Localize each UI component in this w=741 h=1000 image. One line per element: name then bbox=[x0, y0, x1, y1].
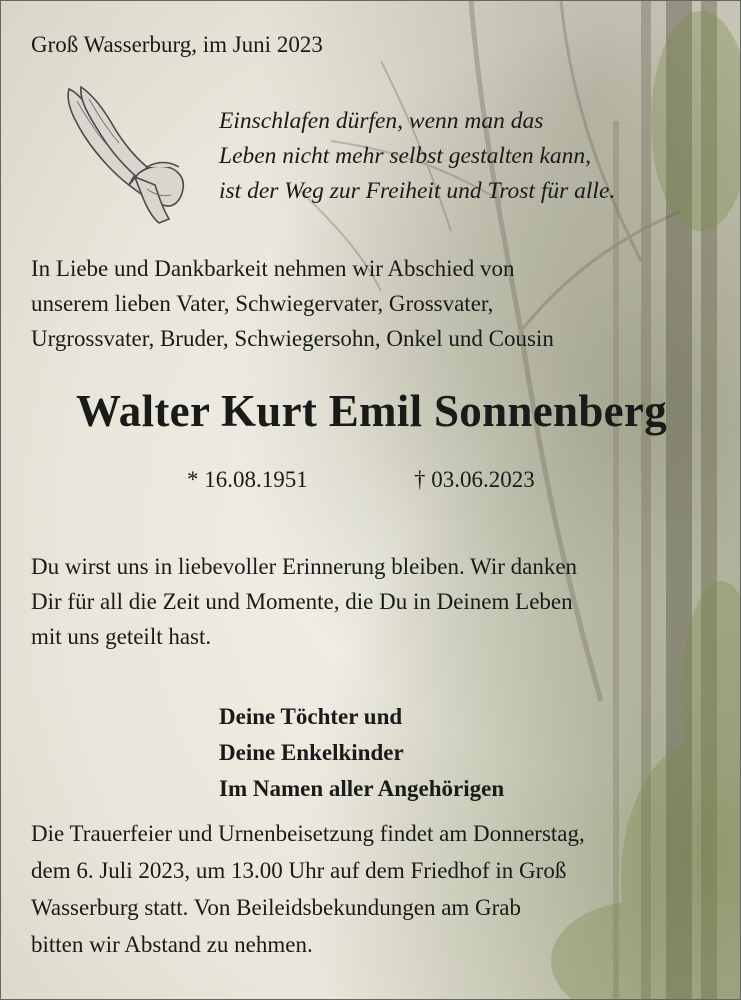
quote-line: Leben nicht mehr selbst gestalten kann, bbox=[219, 143, 592, 169]
memorial-quote bbox=[219, 104, 615, 209]
funeral-line: Die Trauerfeier und Urnenbeisetzung findet am Donnerstag, bbox=[31, 821, 585, 846]
funeral-line: bitten wir Abstand zu nehmen. bbox=[31, 932, 313, 957]
signature-block bbox=[219, 699, 504, 807]
place-date: Groß Wasserburg, im Juni 2023 bbox=[31, 32, 323, 57]
funeral-line: Wasserburg statt. Von Beileidsbekundungen am Grab bbox=[31, 895, 522, 920]
signature-line: Deine Enkelkinder bbox=[219, 740, 404, 765]
death-date: † 03.06.2023 bbox=[414, 467, 535, 492]
signature-line: Deine Töchter und bbox=[219, 704, 403, 729]
quote-line: ist der Weg zur Freiheit und Trost für alle. bbox=[219, 178, 616, 204]
message-line: mit uns geteilt hast. bbox=[31, 624, 212, 649]
message-line: Dir für all die Zeit und Momente, die Du in Deinem Leben bbox=[31, 589, 573, 614]
remembrance-message bbox=[31, 549, 577, 654]
birth-date: * 16.08.1951 bbox=[187, 467, 308, 492]
funeral-line: dem 6. Juli 2023, um 13.00 Uhr auf dem Friedhof in Groß bbox=[31, 858, 567, 883]
intro-line: Urgrossvater, Bruder, Schwiegersohn, Onkel und Cousin bbox=[31, 326, 554, 351]
praying-hands-icon bbox=[51, 81, 191, 226]
quote-line: Einschlafen dürfen, wenn man das bbox=[219, 108, 544, 134]
intro-line: In Liebe und Dankbarkeit nehmen wir Abschied von bbox=[31, 256, 515, 281]
intro-line: unserem lieben Vater, Schwiegervater, Grossvater, bbox=[31, 291, 494, 316]
intro-text bbox=[31, 251, 554, 356]
message-line: Du wirst uns in liebevoller Erinnerung bleiben. Wir danken bbox=[31, 554, 578, 579]
funeral-details bbox=[31, 815, 585, 963]
signature-line: Im Namen aller Angehörigen bbox=[219, 776, 505, 801]
deceased-name: Walter Kurt Emil Sonnenberg bbox=[75, 386, 668, 436]
